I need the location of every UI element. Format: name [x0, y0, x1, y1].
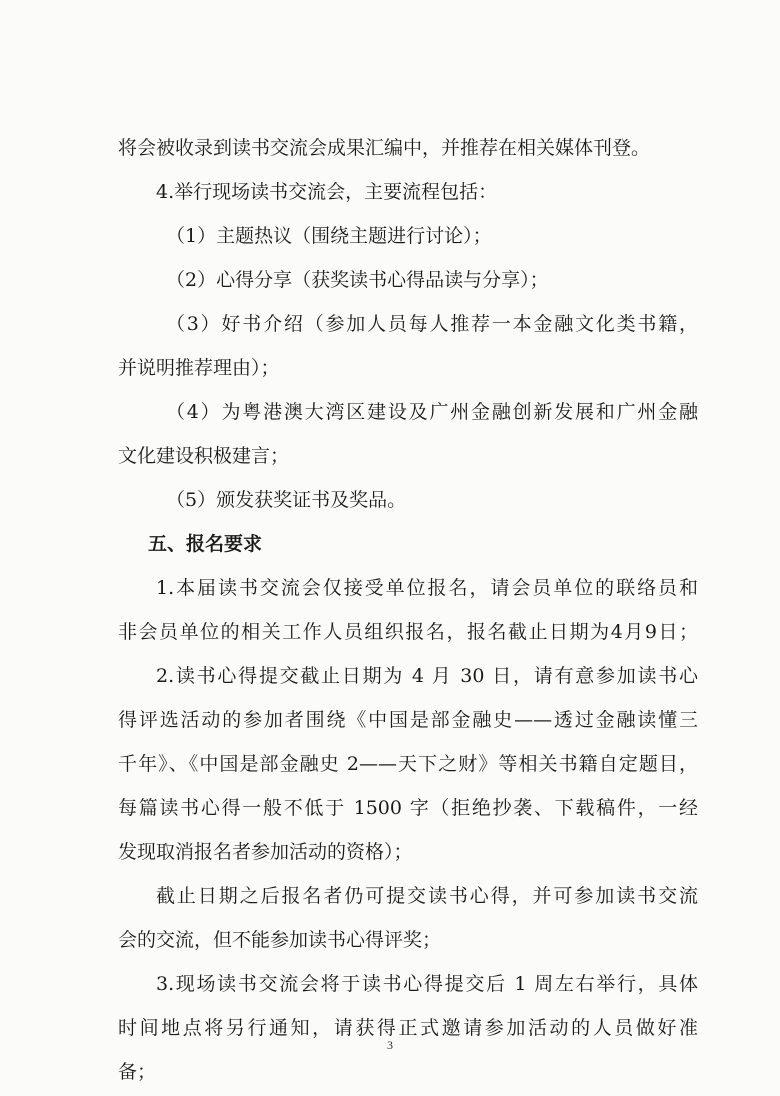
text-line: 得评选活动的参加者围绕《中国是部金融史——透过金融读懂三: [118, 709, 698, 731]
page-number: 3: [387, 1038, 393, 1052]
text-line: 并说明推荐理由）；: [118, 357, 280, 379]
text-line: 备；: [118, 1061, 157, 1083]
text-line: （3）好书介绍（参加人员每人推荐一本金融文化类书籍，: [166, 313, 698, 335]
text-line: 文化建设积极建言；: [118, 445, 290, 467]
section-heading: 五、报名要求: [148, 533, 263, 555]
text-line: 2.读书心得提交截止日期为 4 月 30 日，请有意参加读书心: [156, 665, 698, 687]
text-line: 3.现场读书交流会将于读书心得提交后 1 周左右举行，具体: [156, 973, 698, 995]
text-line: （2）心得分享（获奖读书心得品读与分享）；: [166, 269, 549, 291]
text-line: 截止日期之后报名者仍可提交读书心得，并可参加读书交流: [156, 885, 698, 907]
text-line: 时间地点将另行通知，请获得正式邀请参加活动的人员做好准: [118, 1017, 698, 1039]
text-line: 4.举行现场读书交流会，主要流程包括：: [156, 181, 498, 203]
text-line: （1）主题热议（围绕主题进行讨论）；: [166, 225, 492, 247]
text-line: 发现取消报名者参加活动的资格）；: [118, 841, 413, 863]
text-line: （4）为粤港澳大湾区建设及广州金融创新发展和广州金融: [166, 401, 698, 423]
document-body: [118, 126, 698, 1094]
text-line: 将会被收录到读书交流会成果汇编中，并推荐在相关媒体刊登。: [118, 137, 651, 159]
text-line: 非会员单位的相关工作人员组织报名，报名截止日期为4月9日；: [118, 621, 698, 643]
text-line: 每篇读书心得一般不低于 1500 字（拒绝抄袭、下载稿件，一经: [118, 797, 698, 819]
text-line: （5）颁发获奖证书及奖品。: [166, 489, 407, 511]
text-line: 1.本届读书交流会仅接受单位报名，请会员单位的联络员和: [156, 577, 698, 599]
text-line: 千年》、《中国是部金融史 2——天下之财》等相关书籍自定题目，: [118, 753, 698, 775]
text-line: 会的交流，但不能参加读书心得评奖；: [118, 929, 442, 951]
